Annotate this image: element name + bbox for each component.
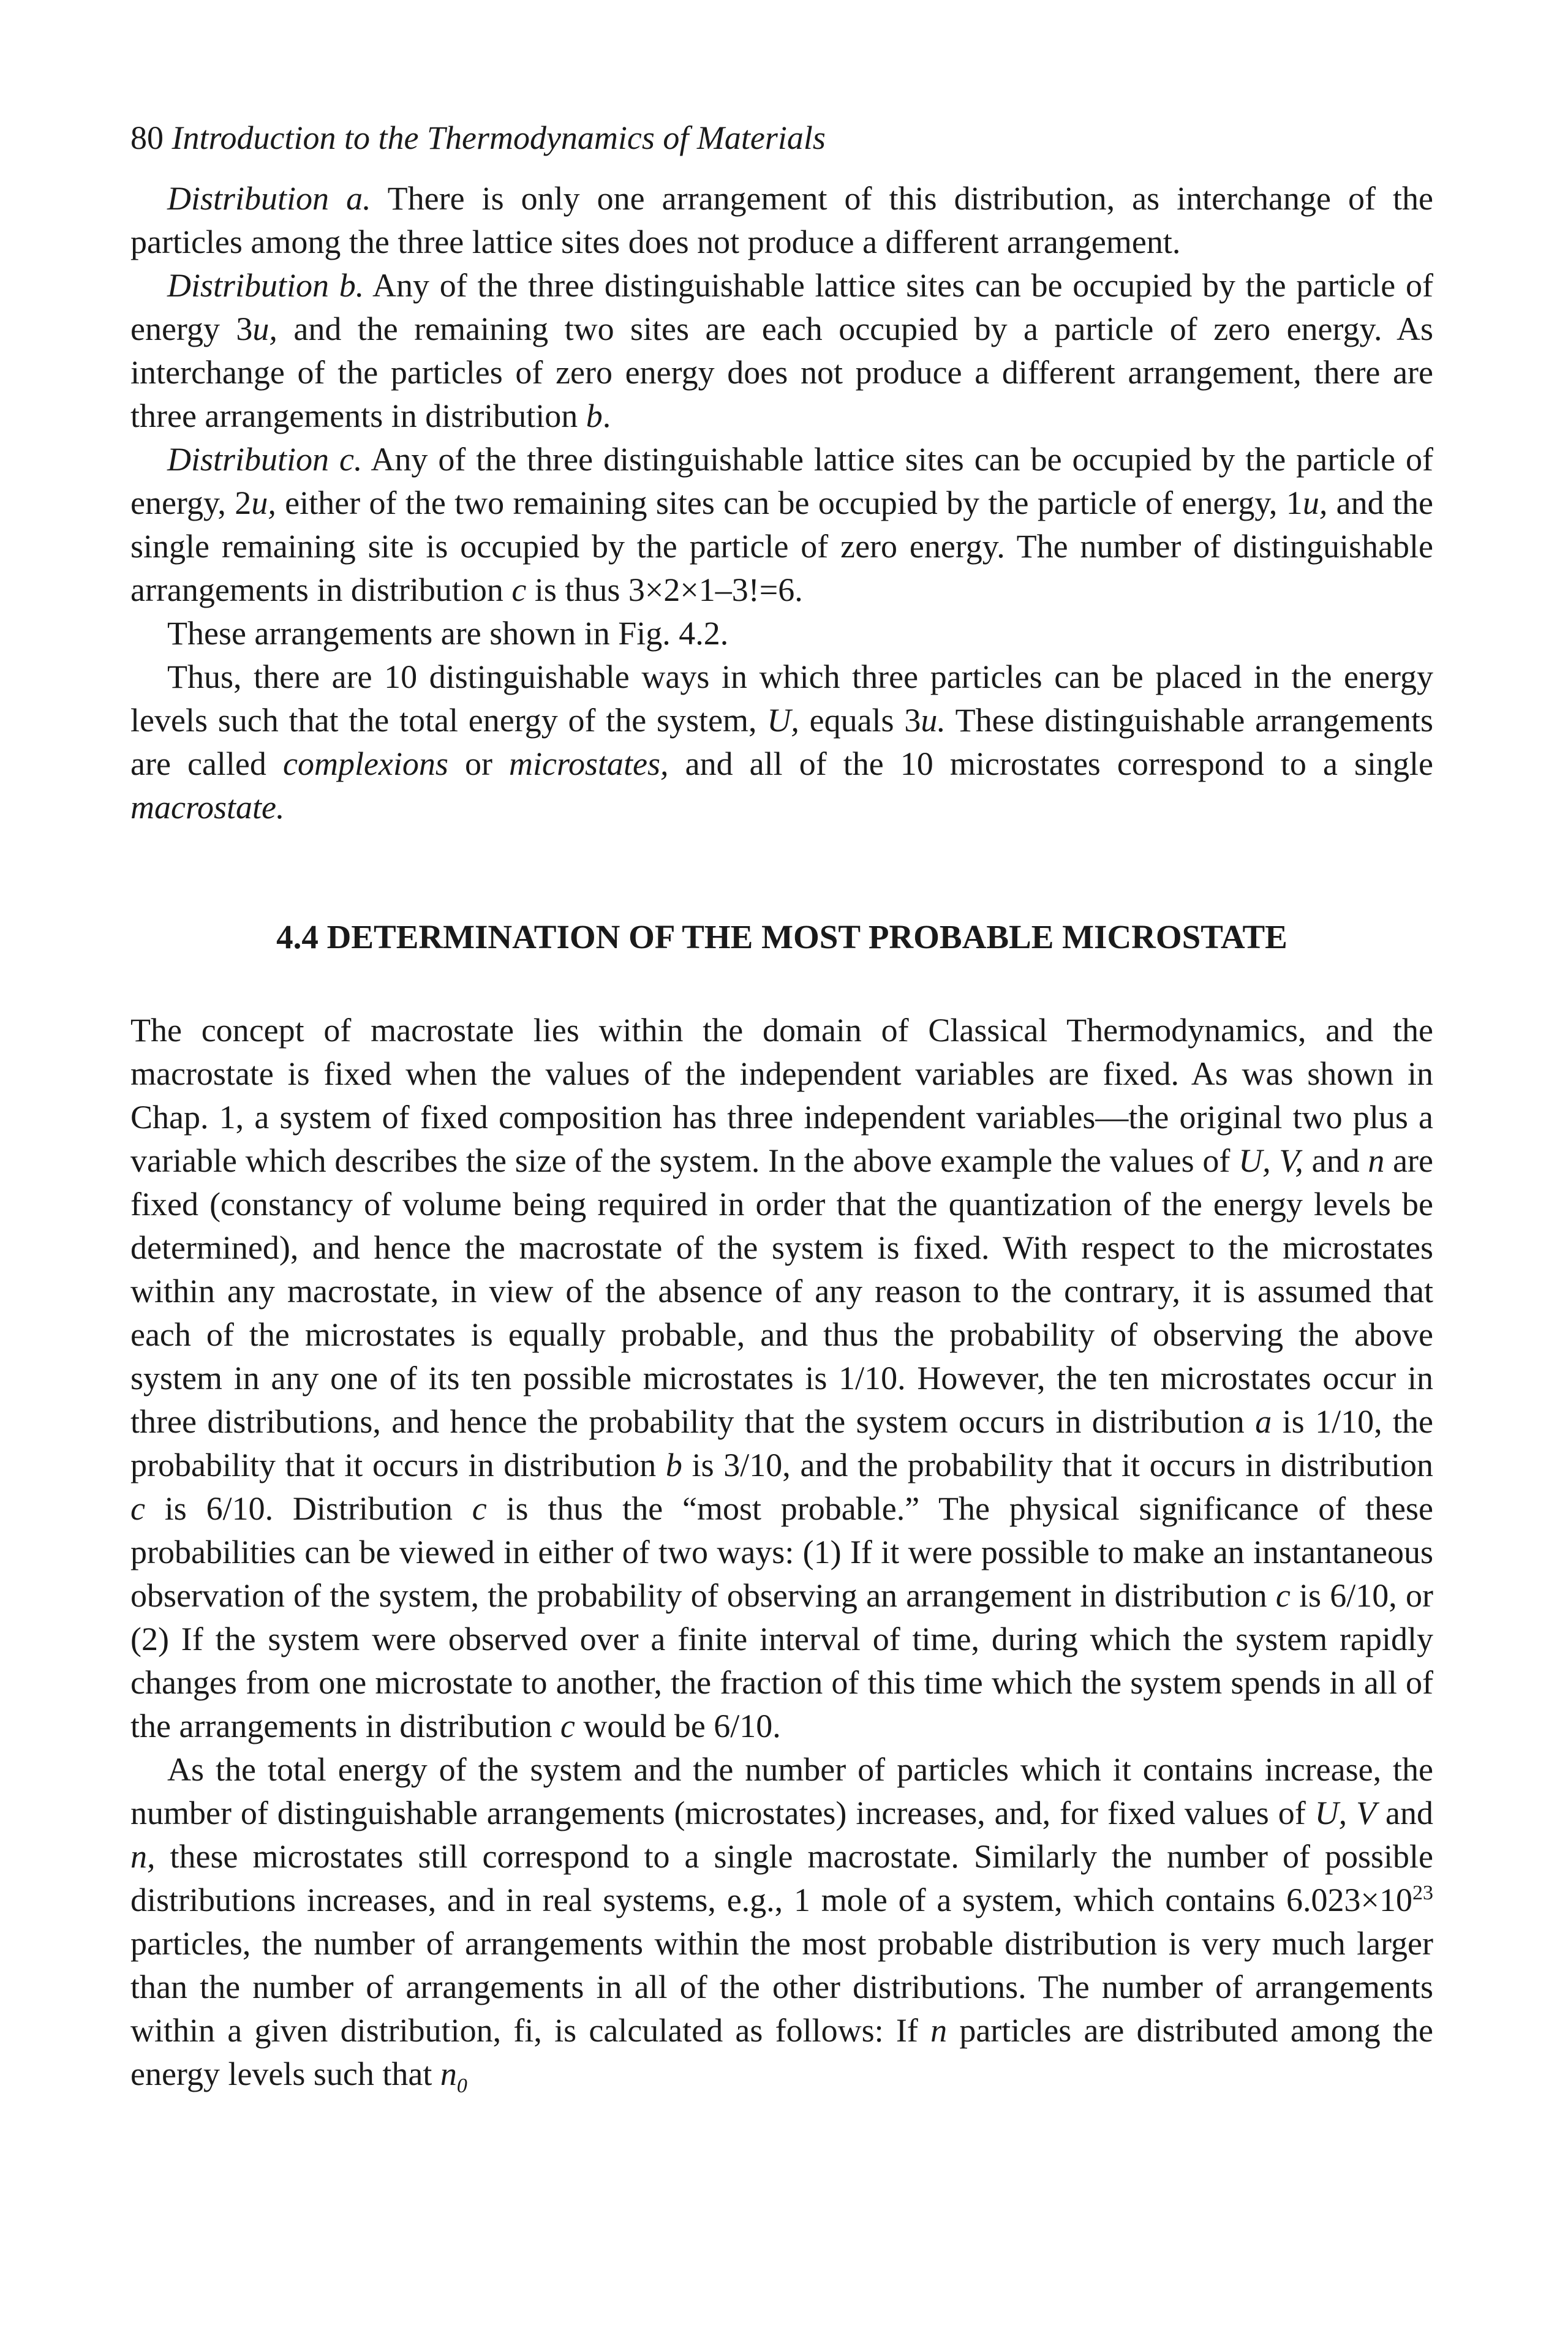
term-microstates: microstates, [509,745,669,782]
exponent: 23 [1412,1882,1433,1904]
paragraph-energy-increase: As the total energy of the system and the number of particles which it contains increase, the number of distinguishable arrangements (microstates) increases, and, for fixed values of U, V and n, these microstates still correspond to a single macrostate. Similarly the number of possible distributions increases, and in real systems, e.g., 1 mole of a system, which contains $6.023\times 10^{23}$ particles, the number of arrangements within the most probable distribution is very much larger than the number of arrangements in all of the other distributions. The number of arrangements within a given distribution, fi, is calculated as follows: If n particles are distributed among the energy levels such that $n_0$ [130,1751,1434,2097]
label-distribution-c: Distribution c. [167,441,363,478]
term-complexions: complexions [282,745,448,782]
book-title: Introduction to the Thermodynamics of Materials [172,119,826,156]
running-head [130,116,1433,160]
label-distribution-b: Distribution b. [167,267,364,304]
paragraph-distribution-b: Distribution b. Any of the three distinguishable lattice sites can be occupied by the particle of energy 3u, and the remaining two sites are each occupied by a particle of zero energy. As interchange of the particles of zero energy does not produce a different arrangement, there are three arrangements in distribution b. [130,267,1433,434]
paragraph-microstates: Thus, there are 10 distinguishable ways in which three particles can be placed in the energy levels such that the total energy of the system, U, equals 3u. These distinguishable arrangements are called complexions or microstates, and all of the 10 microstates correspond to a single macrostate. [130,658,1434,826]
page-number: 80 [130,119,164,156]
page [130,116,1433,2096]
section-heading: 4.4 DETERMINATION OF THE MOST PROBABLE MICROSTATE [276,918,1287,956]
paragraph-distribution-a: Distribution a. There is only one arrangement of this distribution, as interchange of the particles among the three lattice sites does not produce a different arrangement. [130,180,1433,260]
paragraph-macrostate: The concept of macrostate lies within the domain of Classical Thermodynamics, and the macrostate is fixed when the values of the independent variables are fixed. As was shown in Chap. 1, a system of fixed composition has three independent variables—the original two plus a variable which describes the size of the system. In the above example the values of U, V, and n are fixed (constancy of volume being required in order that the quantization of the energy levels be determined), and hence the macrostate of the system is fixed. With respect to the microstates within any macrostate, in view of the absence of any reason to the contrary, it is assumed that each of the microstates is equally probable, and thus the probability of observing the above system in any one of its ten possible microstates is 1/10. However, the ten microstates occur in three distributions, and hence the probability that the system occurs in distribution a is 1/10, the probability that it occurs in distribution b is 3/10, and the probability that it occurs in distribution c is 6/10. Distribution c is thus the “most probable.” The physical significance of these probabilities can be viewed in either of two ways: (1) If it were possible to make an instantaneous observation of the system, the probability of observing an arrangement in distribution c is 6/10, or (2) If the system were observed over a finite interval of time, during which the system rapidly changes from one microstate to another, the fraction of this time which the system spends in all of the arrangements in distribution c would be 6/10. [130,1012,1433,1744]
term-macrostate: macrostate. [130,789,285,826]
label-distribution-a: Distribution a. [167,180,371,217]
paragraph-distribution-c: Distribution c. Any of the three distinguishable lattice sites can be occupied by the particle of energy, 2u, either of the two remaining sites can be occupied by the particle of energy, 1u, and the single remaining site is occupied by the particle of zero energy. The number of distinguishable arrangements in distribution c is thus 3×2×1–3!=6. [130,441,1433,608]
paragraph-figure-reference: These arrangements are shown in Fig. 4.2. [167,615,729,652]
